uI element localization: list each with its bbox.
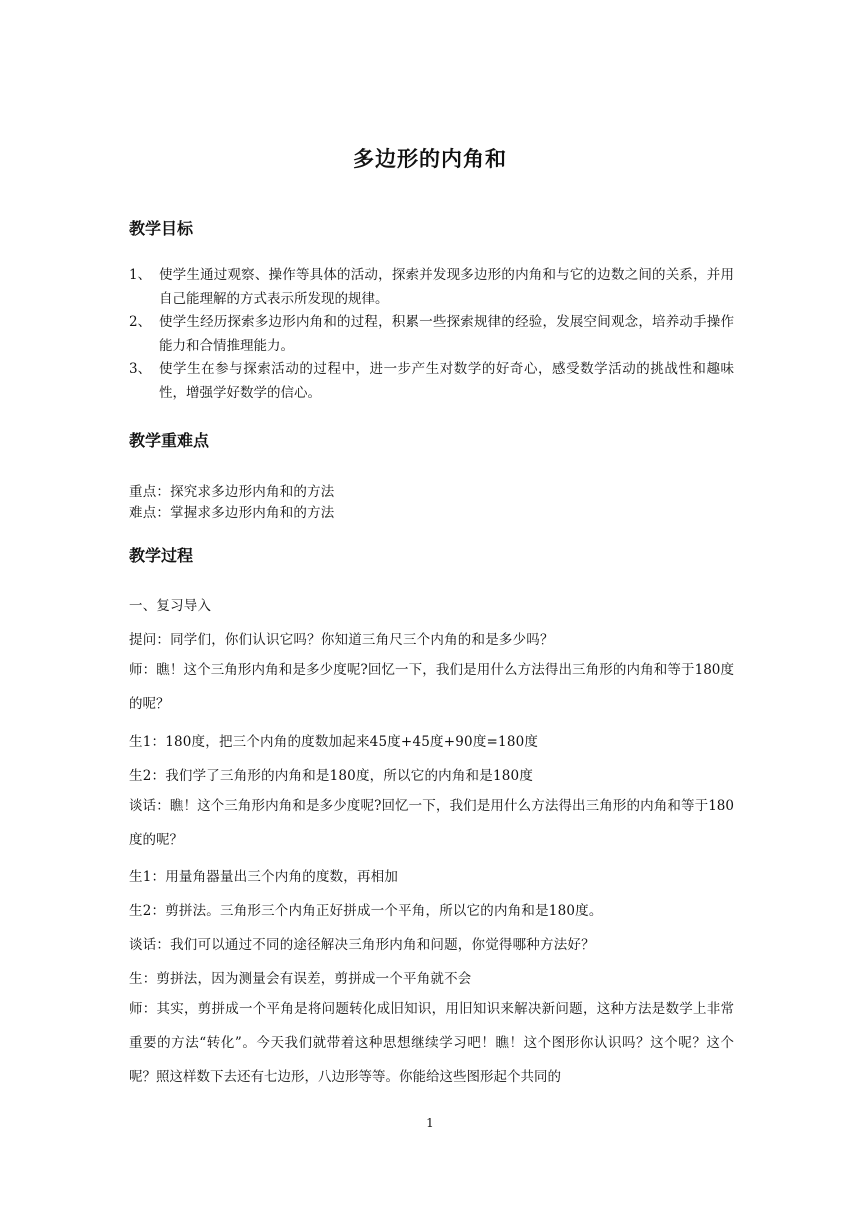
process-line: 一、复习导入	[129, 598, 212, 614]
goal-number: 1、	[129, 267, 152, 283]
process-line: 生2：剪拼法。三角形三个内角正好拼成一个平角，所以它的内角和是180度。	[129, 903, 603, 919]
process-line: 谈话：我们可以通过不同的途径解决三角形内角和问题，你觉得哪种方法好？	[129, 937, 595, 953]
goal-item	[129, 358, 734, 405]
heading-teaching-goals: 教学目标	[129, 219, 194, 238]
process-paragraph: 师：其实，剪拼成一个平角是将问题转化成旧知识，用旧知识来解决新问题，这种方法是数学上非常重要的方法“转化”。今天我们就带着这种思想继续学习吧！瞧！这个图形你认识吗？这个呢？这个呢？照这样数下去还有七边形，八边形等等。你能给这些图形起个共同的	[129, 1001, 734, 1085]
goal-text: 使学生经历探索多边形内角和的过程，积累一些探索规律的经验，发展空间观念，培养动手操作能力和合情推理能力。	[159, 314, 734, 354]
key-point-text: 重点：探究求多边形内角和的方法	[129, 484, 335, 500]
process-paragraph: 师：瞧！这个三角形内角和是多少度呢?回忆一下，我们是用什么方法得出三角形的内角和等于180度的呢？	[129, 662, 734, 712]
process-line: 提问：同学们，你们认识它吗？你知道三角尺三个内角的和是多少吗？	[129, 632, 554, 648]
goal-item	[129, 264, 734, 311]
goal-text: 使学生在参与探索活动的过程中，进一步产生对数学的好奇心，感受数学活动的挑战性和趣味性，增强学好数学的信心。	[159, 361, 734, 401]
goal-item	[129, 311, 734, 358]
goal-number: 3、	[129, 361, 152, 377]
process-line: 生：剪拼法，因为测量会有误差，剪拼成一个平角就不会	[129, 971, 472, 987]
process-paragraph: 谈话：瞧！这个三角形内角和是多少度呢?回忆一下，我们是用什么方法得出三角形的内角和等于180度的呢？	[129, 798, 734, 848]
process-line: 生2：我们学了三角形的内角和是180度，所以它的内角和是180度	[129, 768, 534, 784]
goal-number: 2、	[129, 314, 152, 330]
process-line: 生1：180度，把三个内角的度数加起来45度+45度+90度=180度	[129, 734, 539, 750]
process-line: 生1：用量角器量出三个内角的度数，再相加	[129, 869, 399, 885]
goal-text: 使学生通过观察、操作等具体的活动，探索并发现多边形的内角和与它的边数之间的关系，并用自己能理解的方式表示所发现的规律。	[159, 267, 734, 307]
document-title: 多边形的内角和	[353, 147, 507, 171]
difficult-point-text: 难点：掌握求多边形内角和的方法	[129, 505, 335, 521]
heading-teaching-process: 教学过程	[129, 546, 194, 565]
page-number: 1	[426, 1116, 434, 1130]
heading-key-points: 教学重难点	[129, 431, 210, 450]
